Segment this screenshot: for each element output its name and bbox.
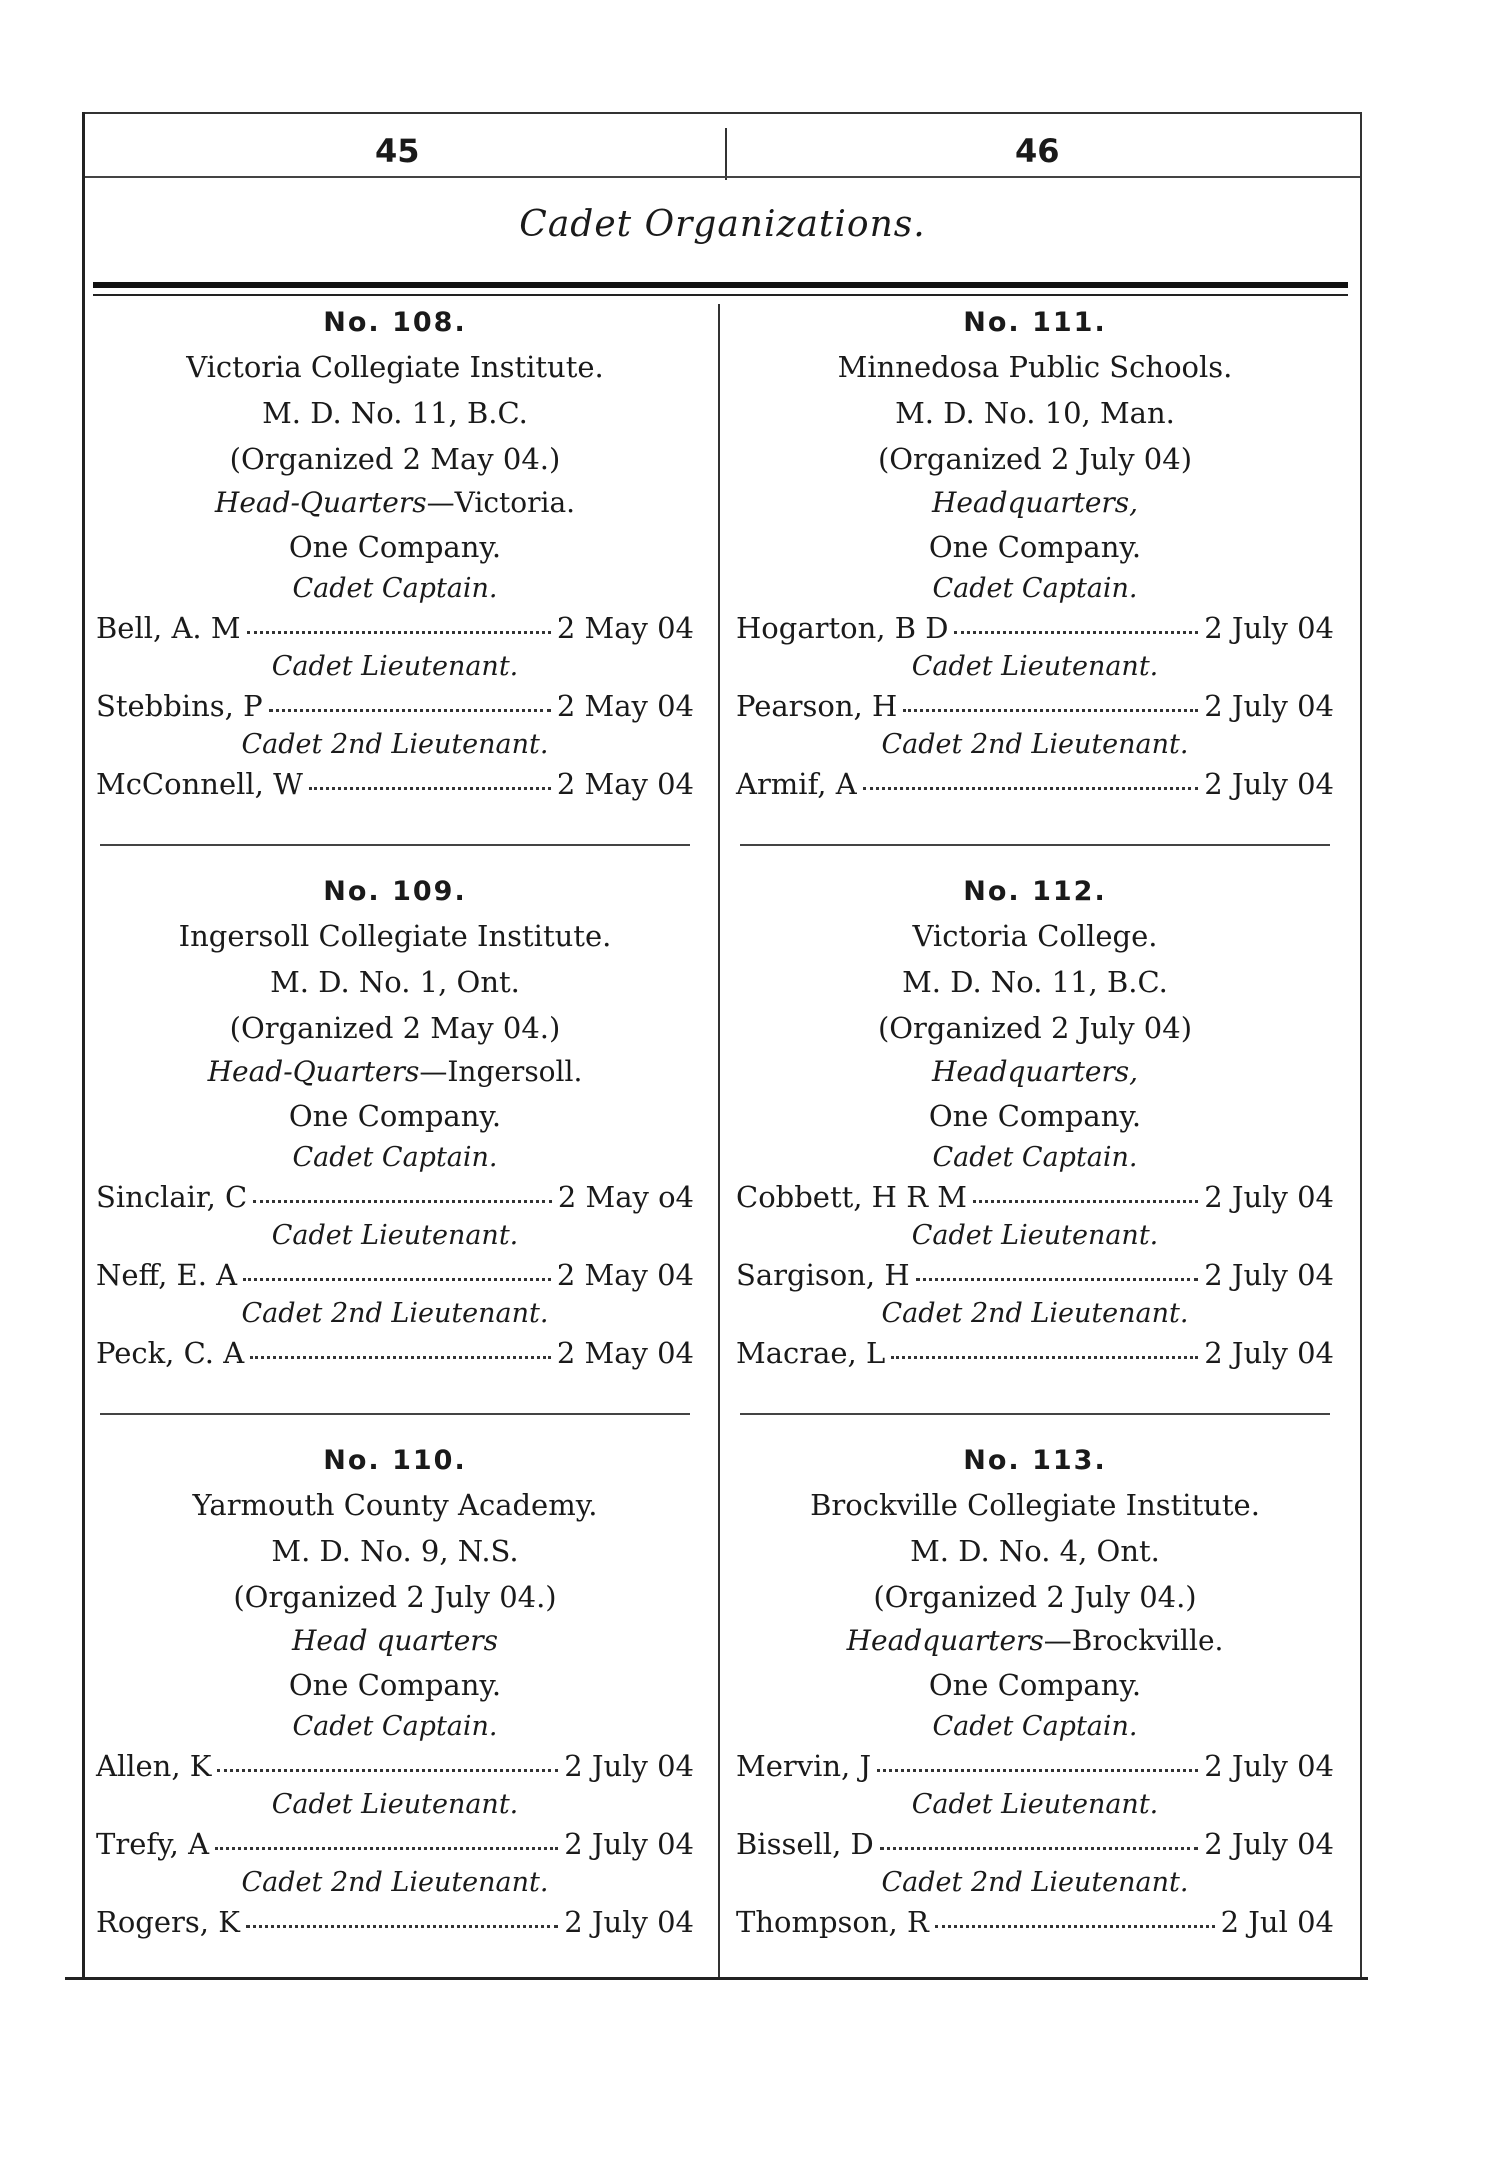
unit-number: No. 108. (323, 307, 467, 338)
column-divider (718, 304, 720, 1980)
officer-rank: Cadet Lieutenant. (911, 1789, 1159, 1820)
appointment-date: 2 July 04 (1204, 1749, 1334, 1783)
company-count: One Company. (288, 1668, 502, 1702)
leader-dots (309, 787, 551, 790)
appointment-date: 2 July 04 (1204, 767, 1334, 801)
officer-entry (730, 1902, 1340, 1942)
officer-entry (90, 1177, 700, 1217)
appointment-date: 2 July 04 (564, 1749, 694, 1783)
officer-name: Cobbett, H R M (736, 1180, 967, 1214)
officer-name: Peck, C. A (96, 1336, 245, 1370)
leader-dots (877, 1769, 1198, 1772)
headquarters-label: Headquarters, (931, 1055, 1139, 1088)
officer-entry (730, 1333, 1340, 1373)
company-count: One Company. (928, 1668, 1142, 1702)
leader-dots (269, 709, 551, 712)
officer-rank: Cadet Lieutenant. (911, 651, 1159, 682)
headquarters (730, 482, 1340, 524)
officer-entry (90, 608, 700, 648)
appointment-date: 2 May o4 (557, 1180, 694, 1214)
officer-rank: Cadet Lieutenant. (911, 1220, 1159, 1251)
cadet-unit (730, 307, 1340, 804)
officer-name: Trefy, A (96, 1827, 210, 1861)
appointment-date: 2 May 04 (556, 1336, 694, 1370)
cadet-unit (730, 1445, 1340, 1942)
officer-rank: Cadet Captain. (292, 1711, 498, 1742)
military-district: M. D. No. 11, B.C. (262, 396, 528, 430)
officer-rank: Cadet 2nd Lieutenant. (881, 1298, 1189, 1329)
leader-dots (243, 1278, 551, 1281)
institution-name: Ingersoll Collegiate Institute. (178, 919, 612, 953)
officer-name: Macrae, L (736, 1336, 886, 1370)
appointment-date: 2 May 04 (556, 611, 694, 645)
top-rule (85, 112, 1360, 114)
leader-dots (954, 631, 1198, 634)
headquarters-value: —Ingersoll. (419, 1055, 583, 1088)
officer-rank: Cadet 2nd Lieutenant. (881, 1867, 1189, 1898)
unit-number: No. 109. (323, 876, 467, 907)
cadet-unit (90, 876, 700, 1373)
officer-rank: Cadet Captain. (932, 1711, 1138, 1742)
headquarters (90, 1620, 700, 1662)
appointment-date: 2 July 04 (564, 1827, 694, 1861)
unit-number: No. 113. (963, 1445, 1107, 1476)
company-count: One Company. (288, 1099, 502, 1133)
appointment-date: 2 July 04 (1204, 611, 1334, 645)
officer-name: Allen, K (96, 1749, 212, 1783)
page-number-bar (85, 122, 1360, 192)
headquarters (90, 1051, 700, 1093)
headquarters-label: Head-Quarters (214, 486, 427, 519)
appointment-date: 2 May 04 (556, 1258, 694, 1292)
officer-entry (730, 764, 1340, 804)
officer-name: Thompson, R (736, 1905, 929, 1939)
leader-dots (253, 1200, 552, 1203)
organized-date: (Organized 2 July 04) (877, 442, 1193, 476)
organized-date: (Organized 2 May 04.) (229, 1011, 561, 1045)
officer-entry (730, 1255, 1340, 1295)
leader-dots (250, 1356, 551, 1359)
officer-entry (90, 1333, 700, 1373)
section-title: Cadet Organizations. (519, 204, 926, 245)
officer-name: Bissell, D (736, 1827, 874, 1861)
leader-dots (891, 1356, 1198, 1359)
officer-entry (90, 1255, 700, 1295)
headquarters-label: Head-Quarters (207, 1055, 420, 1088)
company-count: One Company. (928, 1099, 1142, 1133)
officer-rank: Cadet 2nd Lieutenant. (241, 1867, 549, 1898)
appointment-date: 2 July 04 (1204, 1827, 1334, 1861)
institution-name: Victoria Collegiate Institute. (186, 350, 604, 384)
page-number-divider (725, 128, 727, 180)
header-rule (85, 176, 1360, 178)
unit-number: No. 110. (323, 1445, 467, 1476)
officer-name: Hogarton, B D (736, 611, 949, 645)
cadet-unit (730, 876, 1340, 1373)
officer-rank: Cadet Captain. (292, 573, 498, 604)
double-rule-thick (93, 282, 1348, 288)
officer-rank: Cadet Lieutenant. (271, 1220, 519, 1251)
register-page (82, 112, 1362, 1980)
officer-entry (90, 1824, 700, 1864)
officer-rank: Cadet Lieutenant. (271, 1789, 519, 1820)
officer-rank: Cadet 2nd Lieutenant. (881, 729, 1189, 760)
headquarters-label: Headquarters (846, 1624, 1044, 1657)
appointment-date: 2 July 04 (1204, 1258, 1334, 1292)
officer-name: Rogers, K (96, 1905, 240, 1939)
unit-separator (740, 844, 1330, 846)
headquarters-label: Head quarters (291, 1624, 499, 1657)
officer-entry (730, 608, 1340, 648)
bottom-rule (65, 1977, 1368, 1980)
officer-name: Stebbins, P (96, 689, 263, 723)
leader-dots (247, 631, 551, 634)
officer-entry (730, 686, 1340, 726)
page-number-right: 46 (1015, 132, 1060, 170)
officer-rank: Cadet Captain. (932, 1142, 1138, 1173)
appointment-date: 2 May 04 (556, 767, 694, 801)
officer-entry (730, 1746, 1340, 1786)
officer-entry (90, 764, 700, 804)
leader-dots (973, 1200, 1198, 1203)
appointment-date: 2 July 04 (1204, 1336, 1334, 1370)
leader-dots (217, 1769, 558, 1772)
officer-name: Mervin, J (736, 1749, 872, 1783)
military-district: M. D. No. 4, Ont. (910, 1534, 1160, 1568)
leader-dots (903, 709, 1198, 712)
officer-name: Sargison, H (736, 1258, 910, 1292)
organized-date: (Organized 2 July 04.) (873, 1580, 1197, 1614)
military-district: M. D. No. 10, Man. (895, 396, 1175, 430)
leader-dots (215, 1847, 558, 1850)
officer-entry (90, 686, 700, 726)
officer-name: Sinclair, C (96, 1180, 248, 1214)
page-number-left: 45 (375, 132, 420, 170)
leader-dots (863, 787, 1199, 790)
officer-rank: Cadet Captain. (932, 573, 1138, 604)
appointment-date: 2 Jul 04 (1220, 1905, 1334, 1939)
company-count: One Company. (288, 530, 502, 564)
unit-separator (100, 1413, 690, 1415)
left-column (90, 307, 700, 1942)
headquarters-label: Headquarters, (931, 486, 1139, 519)
headquarters (730, 1620, 1340, 1662)
officer-name: Neff, E. A (96, 1258, 238, 1292)
institution-name: Yarmouth County Academy. (192, 1488, 598, 1522)
officer-entry (90, 1746, 700, 1786)
leader-dots (916, 1278, 1199, 1281)
headquarters-value: —Brockville. (1043, 1624, 1224, 1657)
institution-name: Victoria College. (912, 919, 1158, 953)
appointment-date: 2 July 04 (564, 1905, 694, 1939)
officer-name: Bell, A. M (96, 611, 241, 645)
officer-name: Pearson, H (736, 689, 898, 723)
officer-rank: Cadet 2nd Lieutenant. (241, 729, 549, 760)
organized-date: (Organized 2 July 04) (877, 1011, 1193, 1045)
officer-entry (730, 1177, 1340, 1217)
cadet-unit (90, 307, 700, 804)
leader-dots (880, 1847, 1199, 1850)
officer-name: Armif, A (736, 767, 857, 801)
unit-separator (100, 844, 690, 846)
organized-date: (Organized 2 May 04.) (229, 442, 561, 476)
military-district: M. D. No. 1, Ont. (270, 965, 520, 999)
double-rule-thin (93, 294, 1348, 296)
appointment-date: 2 July 04 (1204, 689, 1334, 723)
right-column (730, 307, 1340, 1942)
appointment-date: 2 May 04 (556, 689, 694, 723)
headquarters-value: —Victoria. (426, 486, 576, 519)
institution-name: Brockville Collegiate Institute. (810, 1488, 1260, 1522)
unit-number: No. 111. (963, 307, 1107, 338)
cadet-unit (90, 1445, 700, 1942)
officer-name: McConnell, W (96, 767, 303, 801)
officer-rank: Cadet Lieutenant. (271, 651, 519, 682)
institution-name: Minnedosa Public Schools. (837, 350, 1233, 384)
officer-rank: Cadet 2nd Lieutenant. (241, 1298, 549, 1329)
leader-dots (935, 1925, 1215, 1928)
headquarters (90, 482, 700, 524)
unit-separator (740, 1413, 1330, 1415)
officer-entry (730, 1824, 1340, 1864)
unit-number: No. 112. (963, 876, 1107, 907)
officer-entry (90, 1902, 700, 1942)
military-district: M. D. No. 9, N.S. (271, 1534, 519, 1568)
company-count: One Company. (928, 530, 1142, 564)
officer-rank: Cadet Captain. (292, 1142, 498, 1173)
headquarters (730, 1051, 1340, 1093)
organized-date: (Organized 2 July 04.) (233, 1580, 557, 1614)
military-district: M. D. No. 11, B.C. (902, 965, 1168, 999)
appointment-date: 2 July 04 (1204, 1180, 1334, 1214)
leader-dots (246, 1925, 558, 1928)
